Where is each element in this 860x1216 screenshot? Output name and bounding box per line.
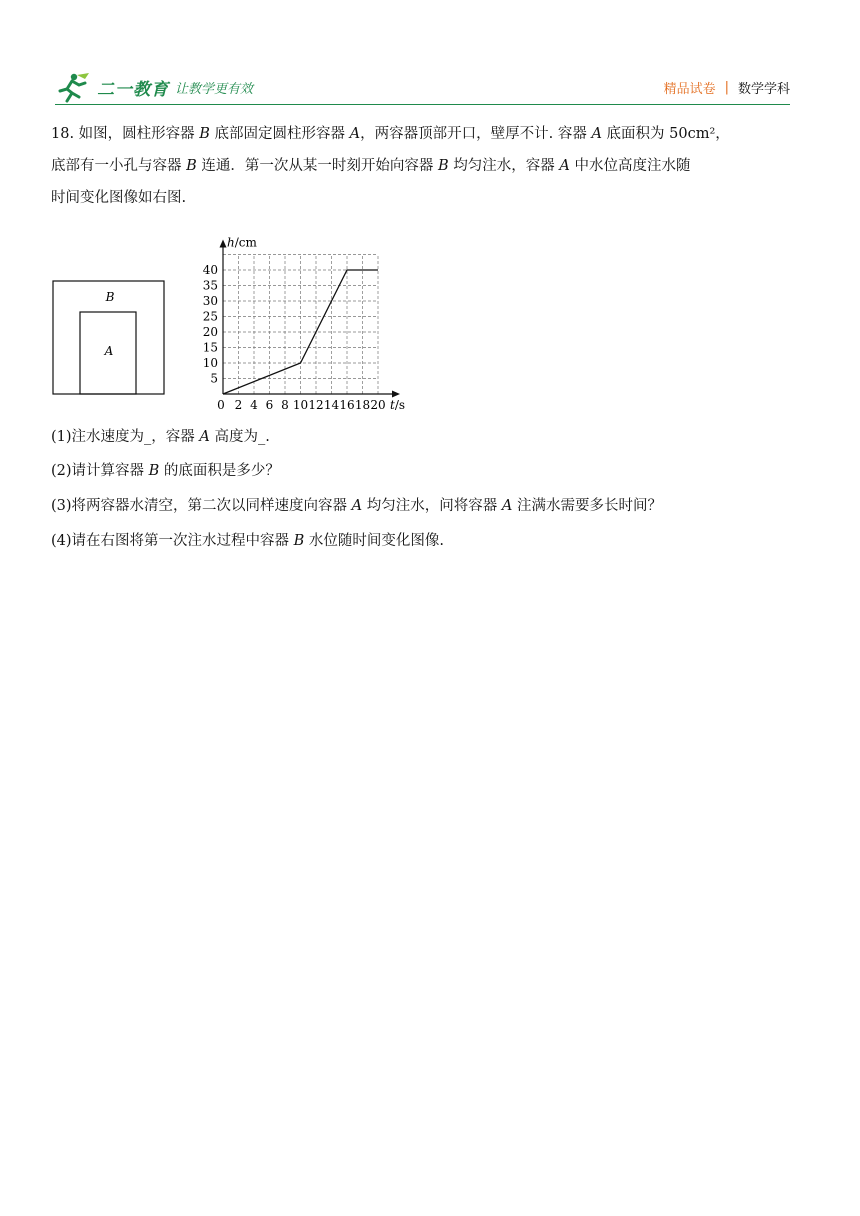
text: 18. 如图，圆柱形容器 xyxy=(51,126,200,142)
var: B xyxy=(199,126,210,142)
text: 的底面积是多少？ xyxy=(159,463,280,479)
x-tick-label: 20 xyxy=(370,398,386,412)
text: 底部有一小孔与容器 xyxy=(51,158,187,174)
container-b-label: B xyxy=(105,290,115,304)
y-tick-label: 15 xyxy=(202,340,218,355)
y-tick-label: 35 xyxy=(202,278,218,293)
subquestion-1 xyxy=(51,425,270,446)
text: (4)请在右图将第一次注水过程中容器 xyxy=(51,533,294,549)
x-axis-unit: /s xyxy=(394,398,406,412)
y-axis-arrow-icon xyxy=(220,240,227,248)
var: B xyxy=(186,158,197,174)
var: A xyxy=(501,498,513,514)
question-line-3: 时间变化图像如右图. xyxy=(51,190,187,206)
question-line-1 xyxy=(51,118,811,150)
brand-slogan: 让教学更有效 xyxy=(175,81,254,97)
text: 连通．第一次从某一时刻开始向容器 xyxy=(196,158,438,174)
y-axis-var: h xyxy=(227,235,235,250)
text: 底面积为 50cm²， xyxy=(601,126,730,142)
y-tick-label: 30 xyxy=(202,294,218,308)
x-axis-label xyxy=(390,398,405,412)
text: 底部固定圆柱形容器 xyxy=(209,126,350,142)
container-a-label: A xyxy=(104,344,114,358)
subquestion-3 xyxy=(51,494,662,515)
question-stem xyxy=(51,118,811,214)
y-tick-label: 25 xyxy=(202,309,218,324)
container-diagram xyxy=(52,280,168,396)
x-tick-label: 4 xyxy=(250,398,258,412)
text: (1)注水速度为_，容器 xyxy=(51,429,200,445)
text: 高度为_. xyxy=(209,429,270,445)
header-tag: 精品试卷 xyxy=(663,82,716,97)
var: B xyxy=(148,463,160,479)
y-tick-label: 20 xyxy=(202,325,218,339)
brand-name: 二一教育 xyxy=(97,79,169,100)
running-person-logo-icon xyxy=(55,71,95,103)
figures xyxy=(50,222,410,417)
var: B xyxy=(437,158,449,174)
text: 中水位高度注水随 xyxy=(569,158,691,174)
x-tick-label: 2 xyxy=(234,398,243,412)
var: A xyxy=(591,126,602,142)
x-tick-label: 16 xyxy=(339,398,355,412)
subquestion-2 xyxy=(51,459,280,480)
header-right xyxy=(664,78,790,97)
text: (3)将两容器水清空，第二次以同样速度向容器 xyxy=(51,498,352,514)
x-axis-arrow-icon xyxy=(392,391,400,398)
text: 均匀注水，容器 xyxy=(448,158,560,174)
var: A xyxy=(351,498,363,514)
text: 水位随时间变化图像. xyxy=(304,533,445,549)
x-tick-label: 6 xyxy=(265,398,274,412)
x-tick-label: 14 xyxy=(323,398,340,412)
x-tick-label: 10 xyxy=(292,398,309,412)
var: A xyxy=(199,429,210,445)
header-subject: 数学学科 xyxy=(737,82,790,97)
header-divider xyxy=(55,104,790,105)
x-tick-label: 8 xyxy=(281,398,289,412)
chart-axes xyxy=(220,240,401,398)
y-tick-label: 10 xyxy=(202,356,218,370)
question-line-2 xyxy=(51,150,811,182)
water-level-chart xyxy=(193,222,406,417)
y-tick-label: 40 xyxy=(202,263,218,277)
y-axis-unit: /cm xyxy=(234,235,257,250)
x-tick-label: 18 xyxy=(354,398,371,412)
x-axis-var: t xyxy=(390,398,395,412)
text: (2)请计算容器 xyxy=(51,463,149,479)
text: 注满水需要多长时间？ xyxy=(512,498,662,514)
header-separator: | xyxy=(724,80,729,95)
y-tick-label: 5 xyxy=(210,371,218,386)
chart-grid xyxy=(223,255,378,395)
text: 均匀注水，问将容器 xyxy=(362,498,502,514)
y-axis-label xyxy=(227,236,257,250)
var: B xyxy=(293,533,305,549)
page-header xyxy=(55,70,790,104)
var: A xyxy=(349,126,361,142)
var: A xyxy=(559,158,570,174)
text: ，两容器顶部开口，壁厚不计. 容器 xyxy=(360,126,592,142)
x-tick-label: 12 xyxy=(308,398,324,412)
subquestion-4 xyxy=(51,529,444,550)
logo xyxy=(55,70,253,104)
origin-label: 0 xyxy=(217,398,225,412)
